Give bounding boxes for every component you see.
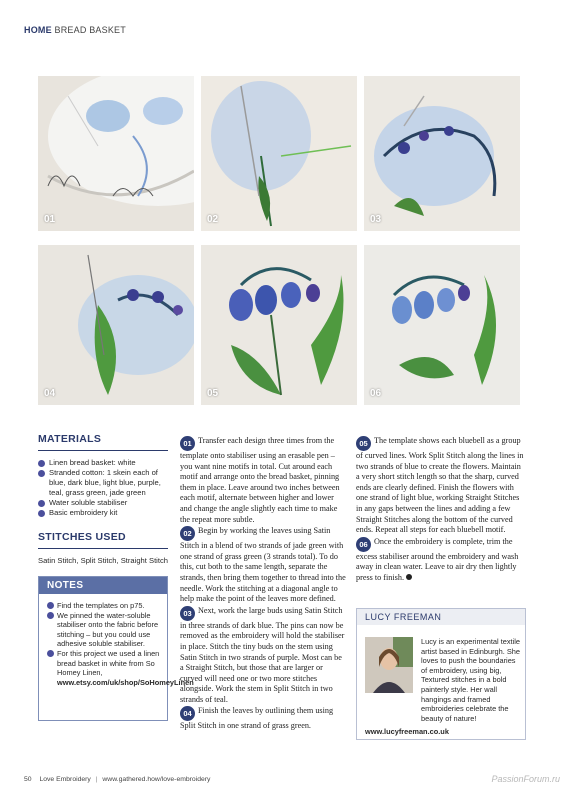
instructions-column-1	[180, 436, 346, 732]
bio-text: Lucy is an experimental textile artist based in Edinburgh. She loves to push the boundaries of embroidery, using big, Textured stitches in a bold painterly style. Her wall hangings and framed embroideries celebrate the beauty of nature!	[421, 637, 521, 723]
photo-5-illustration	[201, 245, 357, 405]
list-item: Water soluble stabiliser	[38, 498, 173, 508]
step-photo-5	[201, 245, 357, 405]
bullet-icon	[47, 602, 54, 609]
step-paragraph: 02 Begin by working the leaves using Satin Stitch in a blend of two strands of jade green with one strand of grass green (3 strands total). To do this, cut both to the same length, separate the strands, then bring them together to thread into the needle. Work the stitching at a diagonal angle to help make the point of the leaves more defined.	[180, 526, 346, 604]
list-item: Stranded cotton: 1 skein each of blue, dark blue, light blue, purple, teal, grass green, jade green	[38, 468, 173, 498]
bio-header	[357, 609, 525, 625]
step-paragraph: 05 The template shows each bluebell as a group of curved lines. Work Split Stitch along the lines in two strands of blue to create the flowers. Maintain a very short stitch length so that the sharp, curved ends are clearly defined. Finish the flowers with one strand of light blue, working Straight Stitches in any gaps between the lines and adding a few Straight Stitches along the bottom of the curved ends. Repeat all steps for each bluebell motif.	[356, 436, 524, 535]
photo-number: 02	[207, 214, 219, 225]
materials-list	[38, 458, 173, 518]
bullet-icon	[38, 460, 45, 467]
note-item: We pinned the water-soluble stabiliser onto the fabric before stitching – but you could use adhesive soluble stabiliser.	[47, 611, 163, 649]
author-bio-box	[356, 608, 526, 740]
photo-number: 01	[44, 214, 56, 225]
photo-number: 03	[370, 214, 382, 225]
step-photo-3	[364, 76, 520, 231]
page-footer: 50 Love Embroidery | www.gathered.how/love-embroidery	[24, 776, 211, 783]
photo-number: 04	[44, 388, 56, 399]
photo-1-illustration	[38, 76, 194, 231]
list-item: Linen bread basket: white	[38, 458, 173, 468]
end-mark-icon	[406, 574, 412, 580]
notes-title: NOTES	[47, 580, 84, 591]
author-name: LUCY FREEMAN	[365, 612, 442, 622]
magazine-url[interactable]: www.gathered.how/love-embroidery	[102, 776, 211, 783]
step-number-badge: 06	[356, 537, 371, 552]
photo-3-illustration	[364, 76, 520, 231]
step-number-badge: 01	[180, 436, 195, 451]
note-item: Find the templates on p75.	[47, 601, 163, 611]
photo-number: 06	[370, 388, 382, 399]
step-paragraph: 01 Transfer each design three times from the template onto stabiliser using an erasable pen – you want nine motifs in total. Cut around each motif and arrange onto the bread basket, pinning them in place. Leave around two inches between each motif, alternate between higher and lower and change the angle slightly each time to make the repeat more subtle.	[180, 436, 340, 524]
watermark-text: PassionForum.ru	[491, 774, 560, 784]
materials-rule	[38, 450, 168, 451]
step-number-badge: 05	[356, 436, 371, 451]
step-number-badge: 02	[180, 526, 195, 541]
bullet-icon	[47, 612, 54, 619]
note-item: For this project we used a linen bread basket in white from So Homey Linen, www.etsy.com/uk/shop/SoHomeyLinen	[47, 649, 163, 687]
header-topic: BREAD BASKET	[54, 25, 126, 35]
stitches-text: Satin Stitch, Split Stitch, Straight Stitch	[38, 556, 168, 565]
photo-4-illustration	[38, 245, 194, 405]
bullet-icon	[38, 470, 45, 477]
photo-number: 05	[207, 388, 219, 399]
step-photo-6	[364, 245, 520, 405]
notes-header	[39, 577, 167, 594]
step-photo-1	[38, 76, 194, 231]
step-number-badge: 04	[180, 706, 195, 721]
bullet-icon	[47, 650, 54, 657]
header-section: HOME	[24, 25, 52, 35]
shop-link[interactable]: www.etsy.com/uk/shop/SoHomeyLinen	[57, 677, 194, 687]
step-paragraph: 04 Finish the leaves by outlining them using Split Stitch in one strand of grass green.	[180, 706, 334, 731]
page-number: 50	[24, 776, 32, 783]
author-avatar	[365, 637, 413, 693]
materials-title: MATERIALS	[38, 433, 102, 445]
list-item: Basic embroidery kit	[38, 508, 173, 518]
instructions-column-2	[356, 436, 526, 584]
stitches-title: STITCHES USED	[38, 531, 126, 543]
bullet-icon	[38, 500, 45, 507]
page-header	[24, 25, 126, 35]
step-photo-2	[201, 76, 357, 231]
photo-6-illustration	[364, 245, 520, 405]
photo-2-illustration	[201, 76, 357, 231]
step-paragraph: 03 Next, work the large buds using Satin Stitch in three strands of dark blue. The pins can now be removed as the embroidery will hold the stabiliser in place. Stitch the tiny buds on the stem using Satin Stitch in two strands of purple. Most can be a Straight Stitch, but those that are larger or curved will need one or two more stitches alongside. Work the stem in Split Stitch in two strands of teal.	[180, 605, 345, 704]
step-paragraph: 06 Once the embroidery is complete, trim the excess stabiliser around the embroidery and wash away in clean water. Leave to air dry then lightly press to finish.	[356, 536, 519, 582]
step-photo-4	[38, 245, 194, 405]
magazine-name: Love Embroidery	[39, 776, 91, 783]
avatar-illustration	[365, 637, 413, 693]
stitches-rule	[38, 548, 168, 549]
step-number-badge: 03	[180, 606, 195, 621]
bullet-icon	[38, 510, 45, 517]
author-website-link[interactable]: www.lucyfreeman.co.uk	[365, 727, 449, 736]
